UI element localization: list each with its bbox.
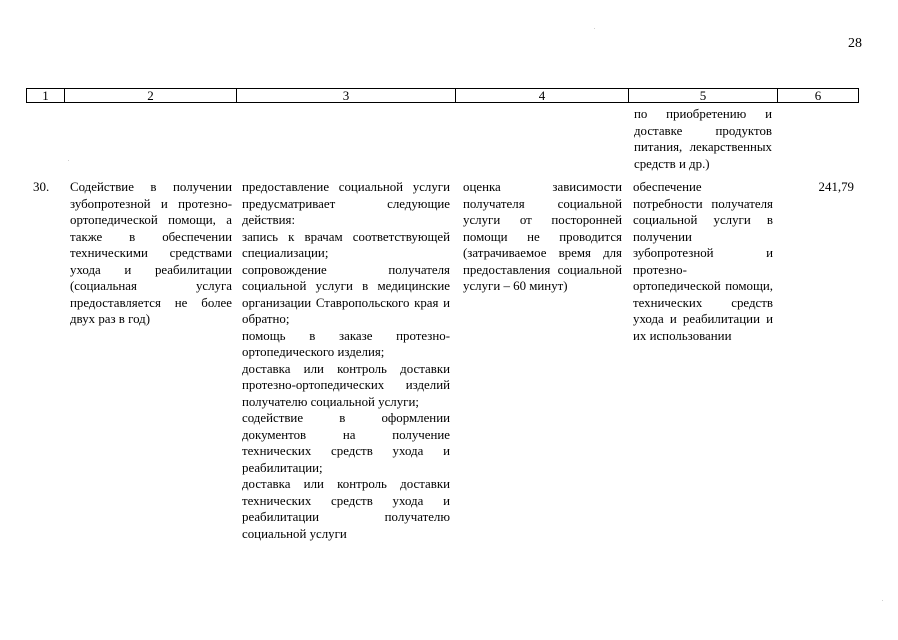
- column-header-2: 2: [65, 89, 237, 102]
- column-header-4: 4: [456, 89, 629, 102]
- column-header-5: 5: [629, 89, 778, 102]
- service-description-line: помощь в заказе протезно-ортопедического изделия;: [242, 328, 450, 359]
- previous-row-continuation: по приобретению и доставке продуктов питания, лекарственных средств и др.): [634, 107, 772, 171]
- column-header-1: 1: [27, 89, 65, 102]
- service-description-line: сопровождение получателя социальной услуги в медицинские организации Ставропольского края и обратно;: [242, 262, 450, 326]
- service-description-line: запись к врачам соответствующей специализации;: [242, 229, 450, 260]
- service-description-cell: [242, 179, 450, 542]
- time-norm-cell: оценка зависимости получателя социальной услуги от посторонней помощи не проводится (затрачиваемое время для предоставления социальной услуги – 60 минут): [463, 180, 622, 293]
- scan-speck: [882, 600, 883, 601]
- column-header-6: 6: [814, 88, 822, 103]
- service-description-line: содействие в оформлении документов на получение технических средств ухода и реабилитации;: [242, 411, 450, 475]
- tariff-cell: 241,79: [818, 180, 854, 194]
- service-description-line: доставка или контроль доставки протезно-ортопедических изделий получателю социальной услуги;: [242, 361, 450, 409]
- column-header-3: 3: [237, 89, 456, 102]
- scan-speck: [68, 160, 69, 161]
- page-number: 28: [848, 36, 862, 51]
- table-header-row: [26, 88, 859, 103]
- scan-speck: [594, 28, 595, 29]
- service-description-line: доставка или контроль доставки технических средств ухода и реабилитации получателю социальной услуги: [242, 477, 450, 541]
- service-name-cell: Содействие в получении зубопротезной и протезно-ортопедической помощи, а также в обеспечении техническими средствами ухода и реабилитации (социальная услуга предоставляется не более двух раз в год): [70, 180, 232, 326]
- row-number: 30.: [33, 179, 50, 194]
- quality-indicator-cell: обеспечение потребности получателя социальной услуги в получении зубопротезной и протезно-ортопедической помощи, технических средств ухода и реабилитации и их использовании: [633, 180, 773, 343]
- service-description-line: предоставление социальной услуги предусматривает следующие действия:: [242, 180, 450, 227]
